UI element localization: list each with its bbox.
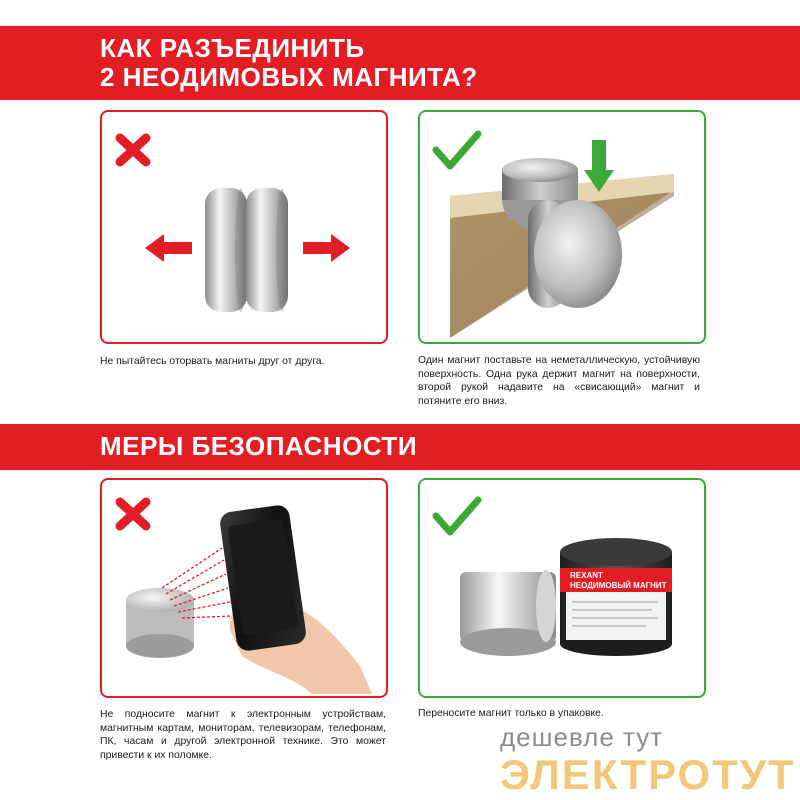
watermark-line2: ЭЛЕКТРОТУТ	[500, 751, 796, 798]
watermark-line1: дешевле тут	[500, 722, 664, 752]
cross-icon	[120, 138, 146, 162]
magnet-right-icon	[246, 188, 288, 312]
section-title-safety: МЕРЫ БЕЗОПАСНОСТИ	[100, 431, 418, 461]
magnet-sliding-icon	[528, 200, 622, 308]
section-title-line1: КАК РАЗЪЕДИНИТЬ	[100, 33, 365, 63]
panel-right-slide	[418, 110, 706, 344]
section-title-line2: 2 НЕОДИМОВЫХ МАГНИТА?	[100, 62, 478, 92]
panel-wrong-devices	[100, 478, 388, 698]
package-tin-icon	[560, 538, 672, 656]
panel-wrong-pull	[100, 110, 388, 344]
section-banner-safety	[0, 424, 800, 470]
caption-wrong-devices: Не подносите магнит к электронным устройствам, магнитным картам, мониторам, телевизорам, телефонам, ПК, часам и другой электронной технике. Это может привести к их поломке.	[100, 709, 386, 761]
caption-wrong-pull: Не пытайтесь оторвать магниты друг от друга.	[100, 356, 325, 367]
caption-right-package: Переносите магнит только в упаковке.	[418, 708, 604, 719]
check-icon	[436, 500, 478, 532]
package-label: НЕОДИМОВЫЙ МАГНИТ	[570, 581, 667, 590]
arrow-left-icon	[145, 234, 192, 262]
cross-icon	[120, 502, 146, 526]
magnet-icon	[460, 570, 556, 656]
magnet-left-icon	[205, 188, 247, 312]
section-banner-separate	[0, 26, 800, 100]
magnet-icon	[126, 588, 194, 658]
arrow-right-icon	[303, 234, 350, 262]
panel-right-package	[418, 478, 706, 698]
package-brand: REXANT	[570, 571, 603, 580]
caption-right-slide: Один магнит поставьте на неметаллическую, устойчивую поверхность. Одна рука держит магнит на поверхности, второй рукой надавите на «свисающий» магнит и потяните его вниз.	[418, 355, 700, 407]
check-icon	[436, 134, 478, 166]
